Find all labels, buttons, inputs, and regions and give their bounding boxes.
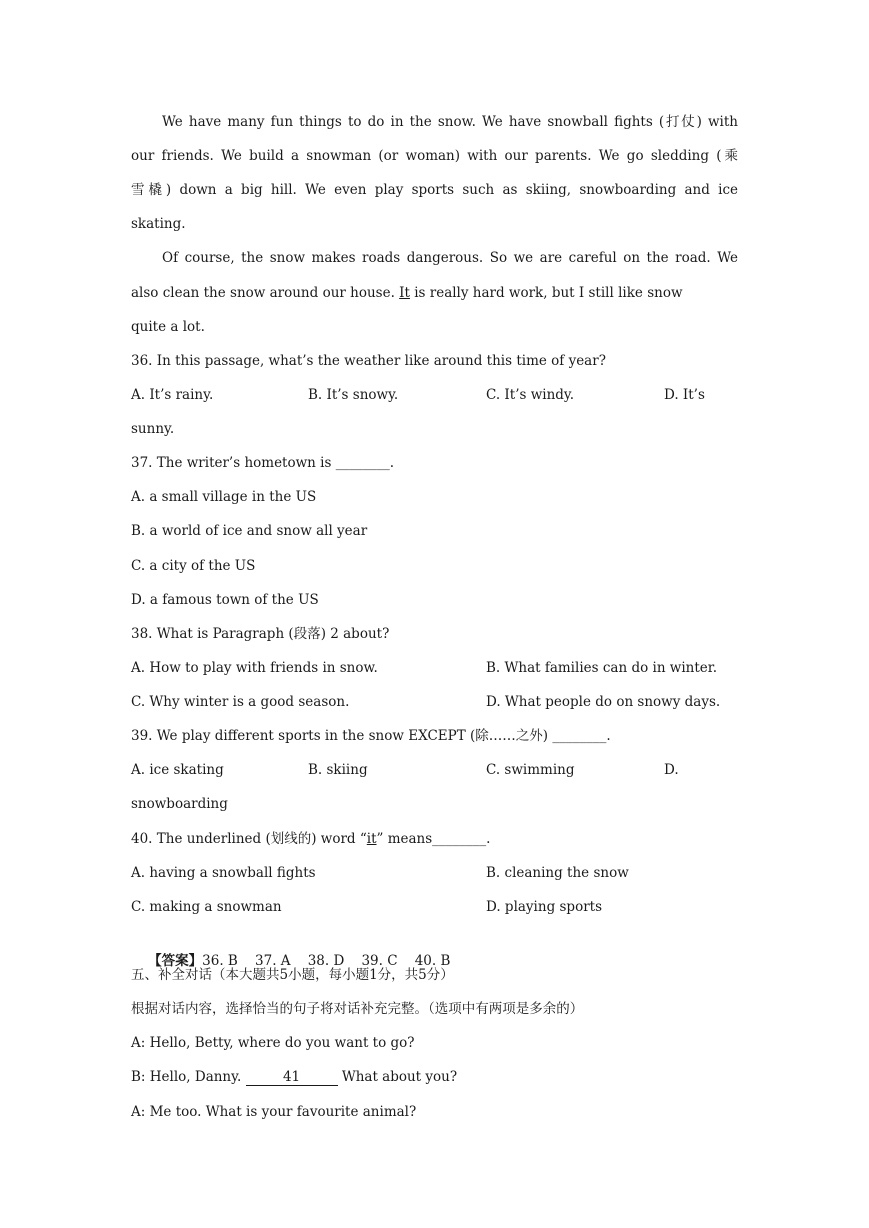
blank-41: 41: [246, 1069, 338, 1086]
passage-p2-text-pre: also clean the snow around our house.: [131, 285, 400, 301]
passage-p2-line2: [131, 283, 738, 303]
dialogue-line-2-pre: B: Hello, Danny.: [131, 1069, 246, 1085]
question-38-stem: 38. What is Paragraph (段落) 2 about?: [131, 626, 390, 642]
q39-option-a: A. ice skating: [131, 762, 224, 778]
passage-p1-line4: skating.: [131, 216, 186, 232]
dialogue-line-2: [131, 1067, 738, 1087]
answer-label: 【答案】: [148, 953, 203, 969]
q39-option-d: D.: [664, 762, 679, 778]
q39-option-d-cont: snowboarding: [131, 796, 228, 812]
section-5-instruction: 根据对话内容，选择恰当的句子将对话补充完整。（选项中有两项是多余的）: [131, 1001, 584, 1017]
passage-p1-line3: 雪橇) down a big hill. We even play sports such as skiing, snowboarding and ice: [131, 182, 738, 198]
dialogue-line-3: A: Me too. What is your favourite animal?: [131, 1104, 417, 1120]
passage-p2-line1: Of course, the snow makes roads dangerous. So we are careful on the road. We: [162, 250, 738, 266]
q37-option-d: D. a famous town of the US: [131, 592, 319, 608]
q40-option-c: C. making a snowman: [131, 899, 282, 915]
question-36-stem: 36. In this passage, what’s the weather like around this time of year?: [131, 353, 606, 369]
q39-option-b: B. skiing: [308, 762, 368, 778]
q40-option-d: D. playing sports: [486, 899, 603, 915]
q36-option-d: D. It’s: [664, 387, 705, 403]
question-39-stem: 39. We play different sports in the snow EXCEPT (除……之外) ________.: [131, 728, 611, 744]
answer-text: 36. B 37. A 38. D 39. C 40. B: [202, 953, 451, 969]
q40-underlined-word: it: [366, 831, 377, 847]
passage-p2-line3: quite a lot.: [131, 319, 205, 335]
q36-option-b: B. It’s snowy.: [308, 387, 399, 403]
passage-p1-line2: our friends. We build a snowman (or woman) with our parents. We go sledding (乘: [131, 148, 738, 164]
dialogue-line-2-post: What about you?: [337, 1069, 458, 1085]
q37-option-b: B. a world of ice and snow all year: [131, 523, 368, 539]
q38-option-c: C. Why winter is a good season.: [131, 694, 350, 710]
q40-option-b: B. cleaning the snow: [486, 865, 629, 881]
q38-option-d: D. What people do on snowy days.: [486, 694, 721, 710]
q38-option-a: A. How to play with friends in snow.: [131, 660, 378, 676]
passage-p2-text-post: is really hard work, but I still like snow: [409, 285, 683, 301]
q40-stem-pre: 40. The underlined (划线的) word “: [131, 831, 367, 847]
q37-option-a: A. a small village in the US: [131, 489, 317, 505]
question-40-stem: [131, 829, 738, 849]
q37-option-c: C. a city of the US: [131, 558, 256, 574]
question-37-stem: 37. The writer’s hometown is ________.: [131, 455, 394, 471]
q38-option-b: B. What families can do in winter.: [486, 660, 718, 676]
q39-option-c: C. swimming: [486, 762, 575, 778]
section-5-heading: 五、补全对话（本大题共5小题，每小题1分，共5分）: [131, 967, 454, 983]
q36-option-d-cont: sunny.: [131, 421, 175, 437]
dialogue-line-1: A: Hello, Betty, where do you want to go?: [131, 1035, 415, 1051]
q36-option-c: C. It’s windy.: [486, 387, 575, 403]
q36-option-a: A. It’s rainy.: [131, 387, 214, 403]
underlined-word: It: [399, 285, 410, 301]
q40-stem-post: ” means________.: [376, 831, 491, 847]
passage-p1-line1: We have many fun things to do in the snow. We have snowball fights (打仗) with: [162, 114, 738, 130]
q40-option-a: A. having a snowball fights: [131, 865, 316, 881]
